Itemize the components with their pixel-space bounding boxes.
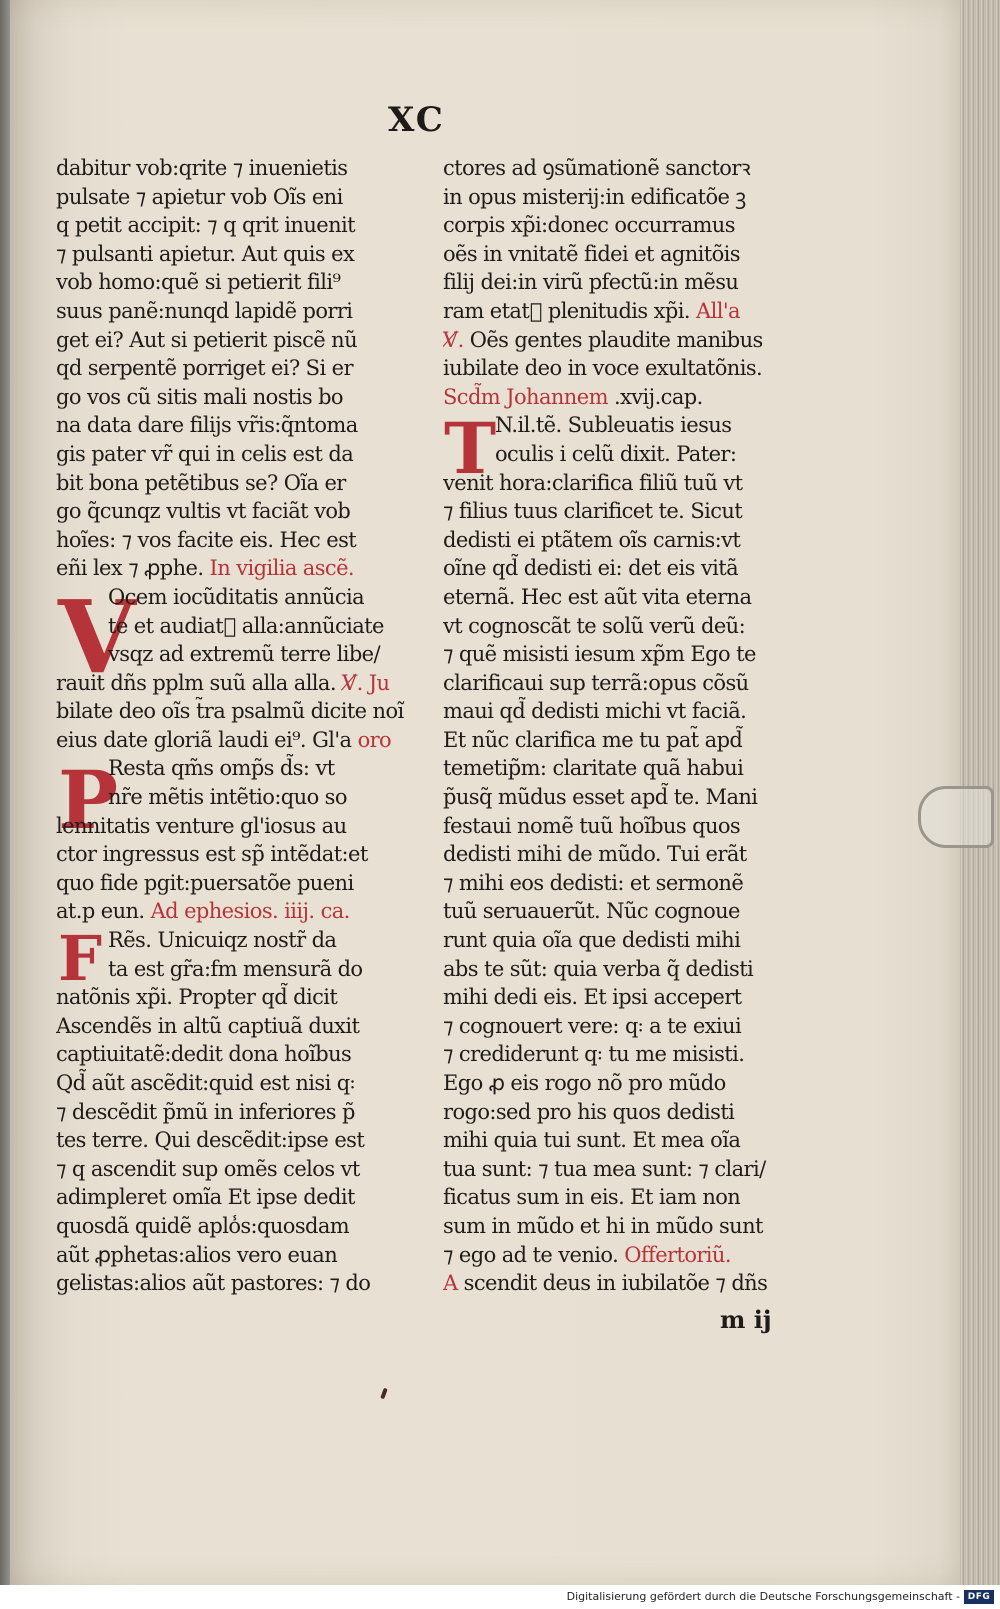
rubric-text: All'a (696, 298, 740, 323)
rubric-text: Scd̃m Johannem (443, 384, 608, 409)
left-column-line (56, 240, 421, 269)
left-column-line (56, 268, 421, 297)
line-text: in opus misterij:in edificatõe ꝫ (443, 184, 746, 209)
line-text: go vos cũ sitis mali nostis bo (56, 384, 343, 409)
right-column-line (443, 354, 808, 383)
left-column-line (56, 983, 421, 1012)
line-text: Ascendẽs in altũ captiuã duxit (56, 1013, 360, 1038)
right-column-line (443, 983, 808, 1012)
left-column-line (56, 440, 421, 469)
left-column-line (56, 1155, 421, 1184)
right-column-line (443, 526, 808, 555)
line-text: pulsate ⁊ apietur vob Oĩs eni (56, 184, 343, 209)
left-column-line (56, 612, 421, 641)
line-text: temetip̃m: claritate quã habui (443, 756, 744, 781)
right-column-line (443, 612, 808, 641)
rubric-text: V̸. Ju (342, 670, 390, 695)
line-text: tes terre. Qui descẽdit:ipse est (56, 1128, 365, 1153)
line-text: Rẽs. Unicuiqz nostr̃ da (108, 928, 337, 953)
line-text: vob homo:quẽ si petierit fili⁹ (56, 270, 341, 295)
line-text: venit hora:clarifica filiũ tuũ vt (443, 470, 743, 495)
right-column-line (443, 1241, 808, 1270)
right-column-line (443, 926, 808, 955)
left-column-line (56, 783, 421, 812)
line-text: N.il.tẽ. Subleuatis iesus (495, 413, 732, 438)
line-text: ctores ad ꝯsũmationẽ sanctorꝛ (443, 156, 751, 180)
footer-credit: Digitalisierung gefördert durch die Deutsche Forschungsgemeinschaft - (566, 1590, 960, 1603)
right-column-line (443, 240, 808, 269)
line-text: go q̃cunqz vultis vt faciãt vob (56, 499, 351, 524)
right-column-line (443, 1069, 808, 1098)
right-column-line (443, 840, 808, 869)
line-text: ⁊ ego ad te venio. (443, 1242, 619, 1267)
line-text: na data dare filijs vr̃is:q̃ntoma (56, 413, 358, 438)
line-text: ⁊ q ascendit sup omẽs celos vt (56, 1156, 360, 1181)
initial-p: P (58, 753, 119, 847)
line-text: Resta qm̃s omp̃s d̃s: vt (108, 756, 335, 781)
right-column-line (443, 497, 808, 526)
line-text: eñi lex ⁊ ꝓphe. (56, 556, 204, 581)
left-column-line (56, 411, 421, 440)
right-column-line (443, 1269, 808, 1298)
left-column-line (56, 1269, 421, 1298)
line-text: captiuitatẽ:dedit dona hoĩbus (56, 1042, 352, 1067)
line-text: hoĩes: ⁊ vos facite eis. Hec est (56, 527, 357, 552)
rubric-text: Offertoriũ. (624, 1242, 731, 1267)
line-text: ctor ingressus est sp̃ intẽdat:et (56, 842, 368, 867)
left-column-line (56, 840, 421, 869)
left-column-line (56, 897, 421, 926)
right-column-line (443, 812, 808, 841)
line-text: filij dei:in virũ pfectũ:in mẽsu (443, 270, 739, 295)
line-text: tuũ seruauerũt. Nũc cognoue (443, 899, 740, 924)
line-text: quo fide pgit:puersatõe pueni (56, 870, 354, 895)
left-column-line (56, 183, 421, 212)
left-column-line (56, 1241, 421, 1270)
rubric-text: V̸. (443, 327, 464, 352)
right-column-line (443, 583, 808, 612)
right-column-line (443, 669, 808, 698)
line-text: oẽs in vnitatẽ fidei et agnitõis (443, 241, 740, 266)
line-text: gelistas:alios aũt pastores: ⁊ do (56, 1271, 371, 1296)
line-text: iubilate deo in voce exultatõnis. (443, 356, 763, 381)
right-column-line (443, 554, 808, 583)
initial-t: T (444, 407, 497, 490)
left-column-line (56, 640, 421, 669)
line-text: ⁊ filius tuus clarificet te. Sicut (443, 499, 743, 524)
right-column-line (443, 955, 808, 984)
line-text: qd serpentẽ porriget ei? Si er (56, 356, 353, 381)
line-text: Oẽs gentes plaudite manibus (469, 327, 763, 352)
left-column-line (56, 1040, 421, 1069)
left-column (56, 154, 421, 1298)
line-text: scendit deus in iubilatõe ⁊ dñs (463, 1271, 768, 1296)
right-column-line (443, 411, 808, 440)
right-column-line (443, 1183, 808, 1212)
left-column-line (56, 1069, 421, 1098)
left-column-line (56, 526, 421, 555)
line-text: mihi quia tui sunt. Et mea oĩa (443, 1128, 741, 1153)
line-text: clarificaui sup terrã:opus cõsũ (443, 670, 749, 695)
left-column-line (56, 583, 421, 612)
line-text: at.p eun. (56, 899, 145, 924)
line-text: dedisti mihi de mũdo. Tui erãt (443, 842, 747, 867)
right-column-line (443, 383, 808, 412)
line-text: ficatus sum in eis. Et iam non (443, 1185, 741, 1210)
rubric-text: oro (357, 727, 392, 752)
line-text: rauit dñs pplm suũ alla alla. (56, 670, 336, 695)
left-column-line (56, 955, 421, 984)
line-text: Ego ꝓ eis rogo nõ pro mũdo (443, 1071, 726, 1095)
right-column-line (443, 1212, 808, 1241)
left-column-line (56, 754, 421, 783)
left-column-line (56, 297, 421, 326)
right-column-line (443, 326, 808, 355)
line-text: ⁊ crediderunt q꞉ tu me misisti. (443, 1042, 745, 1067)
right-column-line (443, 1012, 808, 1041)
line-text: runt quia oĩa que dedisti mihi (443, 928, 741, 953)
line-text: festaui nomẽ tuũ hoĩbus quos (443, 813, 741, 838)
right-column-line (443, 640, 808, 669)
line-text: Qd̃ aũt ascẽdit:quid est nisi q꞉ (56, 1071, 355, 1095)
line-text: adimpleret omĩa Et ipse dedit (56, 1185, 355, 1210)
initial-f: F (58, 922, 103, 995)
right-column-line (443, 754, 808, 783)
left-column-line (56, 1126, 421, 1155)
right-column-line (443, 440, 808, 469)
line-text: eternã. Hec est aũt vita eterna (443, 584, 752, 609)
line-text: Et nũc clarifica me tu pat̃ apd̃ (443, 727, 743, 752)
right-column (443, 154, 808, 1298)
left-column-line (56, 326, 421, 355)
left-column-line (56, 869, 421, 898)
rubric-text: A (443, 1271, 458, 1296)
line-text: tua sunt: ⁊ tua mea sunt: ⁊ clari/ (443, 1156, 766, 1181)
line-text: oculis i celũ dixit. Pater: (495, 441, 737, 466)
rubric-text: Ad ephesios. iiij. ca. (150, 899, 350, 924)
left-column-line (56, 812, 421, 841)
right-column-line (443, 297, 808, 326)
line-text: q petit accipit: ⁊ q qrit inuenit (56, 213, 355, 238)
line-text: gis pater vr̃ qui in celis est da (56, 441, 354, 466)
right-column-line (443, 469, 808, 498)
right-column-line (443, 697, 808, 726)
rubric-text: In vigilia ascẽ. (209, 556, 354, 581)
line-text: corpis xp̃i:donec occurramus (443, 213, 735, 238)
dfg-logo: DFG (964, 1590, 994, 1604)
left-column-line (56, 154, 421, 183)
left-column-line (56, 926, 421, 955)
line-text: bilate deo oĩs t̃ra psalmũ dicite noĩ (56, 699, 404, 724)
left-column-line (56, 469, 421, 498)
line-text: ⁊ mihi eos dedisti: et sermonẽ (443, 870, 744, 895)
left-column-line (56, 211, 421, 240)
right-column-line (443, 183, 808, 212)
line-text: maui qd̃ dedisti michi vt faciã. (443, 699, 747, 724)
line-text: ⁊ quẽ misisti iesum xp̃m Ego te (443, 642, 756, 667)
line-text: nr̃e mẽtis intẽtio:quo so (108, 785, 347, 810)
line-text: ⁊ pulsanti apietur. Aut quis ex (56, 241, 355, 266)
right-column-line (443, 154, 808, 183)
right-column-line (443, 1098, 808, 1127)
line-text: vt cognoscãt te solũ verũ deũ: (443, 613, 746, 638)
book-page (10, 0, 970, 1585)
line-text: sum in mũdo et hi in mũdo sunt (443, 1213, 763, 1238)
left-column-line (56, 354, 421, 383)
line-text: rogo:sed pro his quos dedisti (443, 1099, 735, 1124)
line-text: lennitatis venture gl'iosus au (56, 813, 347, 838)
left-column-line (56, 1183, 421, 1212)
page-clip-tab (918, 786, 994, 848)
left-column-line (56, 554, 421, 583)
line-text: vsqz ad extremũ terre libe/ (108, 642, 380, 667)
line-text: abs te sũt: quia verba q̃ dedisti (443, 956, 754, 981)
right-column-line (443, 869, 808, 898)
line-text: oĩne qd̃ dedisti ei: det eis vitã (443, 556, 739, 581)
right-column-line (443, 1155, 808, 1184)
line-text: .xvij.cap. (613, 384, 703, 409)
line-text: ta est gr̃a:fm mensurã do (108, 956, 363, 981)
signature-mark: m ij (720, 1305, 772, 1334)
right-column-line (443, 897, 808, 926)
line-text: te et audiat᷑ alla:annũciate (108, 613, 384, 638)
left-column-line (56, 697, 421, 726)
right-column-line (443, 726, 808, 755)
line-text: suus panẽ:nunqd lapidẽ porri (56, 298, 353, 323)
line-text: bit bona petẽtibus se? Oĩa er (56, 470, 346, 495)
left-column-line (56, 669, 421, 698)
right-column-line (443, 1126, 808, 1155)
right-column-line (443, 783, 808, 812)
left-column-line (56, 726, 421, 755)
right-column-line (443, 1040, 808, 1069)
line-text: natõnis xp̃i. Propter qd̃ dicit (56, 985, 338, 1010)
line-text: eius date gloriã laudi ei⁹. Gl'a (56, 727, 352, 752)
line-text: dabitur vob:qrite ⁊ inuenietis (56, 156, 348, 180)
line-text: get ei? Aut si petierit piscẽ nũ (56, 327, 358, 352)
line-text: aũt ꝓphetas:alios vero euan (56, 1242, 338, 1267)
line-text: ram etat᷑ plenitudis xp̃i. (443, 298, 690, 323)
right-column-line (443, 211, 808, 240)
line-text: p̃usq̃ mũdus esset apd̃ te. Mani (443, 785, 758, 810)
left-column-line (56, 383, 421, 412)
line-text: quosdã quidẽ aplo̾s:quosdam (56, 1213, 350, 1238)
digitization-footer (0, 1585, 1000, 1609)
right-column-line (443, 268, 808, 297)
left-column-line (56, 1098, 421, 1127)
initial-v: V (58, 578, 136, 696)
line-text: ⁊ cognouert vere: q꞉ a te exiui (443, 1013, 742, 1038)
ink-spot (380, 1388, 388, 1400)
line-text: Ocem iocũditatis annũcia (108, 584, 365, 609)
left-column-line (56, 1212, 421, 1241)
left-column-line (56, 497, 421, 526)
line-text: ⁊ descẽdit p̃mũ in inferiores p̃ (56, 1099, 355, 1124)
left-column-line (56, 1012, 421, 1041)
line-text: dedisti ei ptãtem oĩs carnis:vt (443, 527, 741, 552)
folio-number: XC (388, 100, 445, 140)
line-text: mihi dedi eis. Et ipsi accepert (443, 985, 742, 1010)
